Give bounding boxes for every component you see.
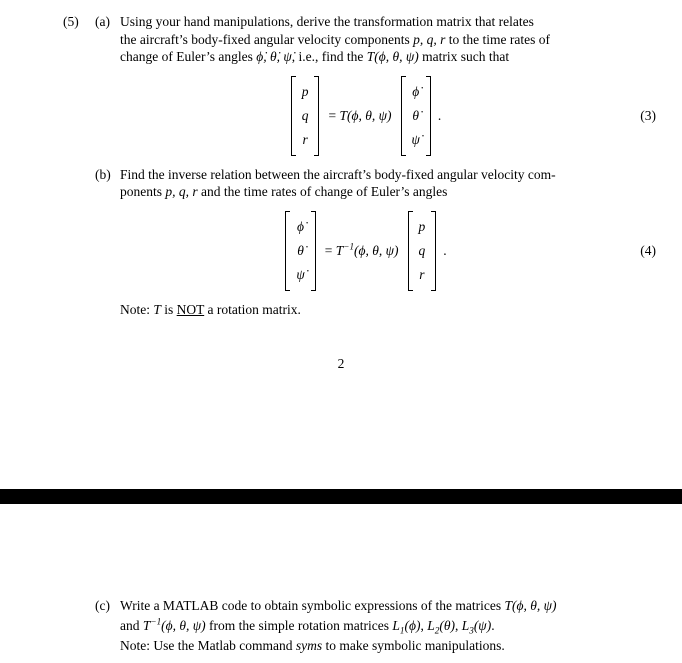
- part-b-text: [120, 166, 682, 201]
- vector-entry: p: [301, 83, 309, 99]
- part-a-text: [120, 13, 682, 66]
- note-text: Note: T is NOT a rotation matrix.: [120, 301, 301, 317]
- bracket-right-icon: [311, 211, 316, 291]
- bracket-right-icon: [426, 76, 431, 156]
- vector-entries: [406, 76, 426, 156]
- text-line: the aircraft’s body-fixed angular velocity components p, q, r to the time rates of: [120, 31, 551, 47]
- relation-expression: = $T^{-1}(\phi$, θ, ψ): [324, 241, 399, 258]
- text-line: and $T^{-1}(\phi$, θ, ψ) from the simple rotation matrices $L_1(\phi)$, $L_2(\theta)$, $L_3(\psi)$.: [120, 616, 495, 636]
- vector-euler-rates: [285, 211, 315, 291]
- vector-entry: r: [419, 266, 425, 282]
- part-b-label: (b): [95, 166, 111, 182]
- relation-expression: = T(ϕ, θ, ψ): [328, 107, 392, 123]
- part-c: [95, 596, 557, 656]
- part-c-text: [120, 596, 557, 656]
- equation-4: [120, 211, 656, 291]
- text-line: Write a MATLAB code to obtain symbolic expressions of the matrices T(ϕ, θ, ψ): [120, 598, 557, 613]
- text-line: ponents p, q, r and the time rates of change of Euler’s angles: [120, 184, 448, 199]
- part-b: [0, 166, 682, 201]
- bracket-right-icon: [431, 211, 436, 291]
- vector-entry: θ̇: [412, 107, 420, 123]
- text-line: Note: Use the Matlab command syms to make symbolic manipulations.: [120, 638, 505, 653]
- part-a: [0, 13, 682, 66]
- vector-entries: [290, 211, 310, 291]
- equation-number: (4): [640, 242, 656, 258]
- problem-number: (5): [63, 14, 79, 29]
- page-number: 2: [337, 356, 345, 371]
- part-a-label: (a): [95, 14, 110, 29]
- vector-entry: ϕ̇: [297, 218, 305, 234]
- problem-5: [0, 13, 682, 318]
- text-line: Using your hand manipulations, derive the transformation matrix that relates: [120, 14, 534, 29]
- vector-euler-rates: [401, 76, 431, 156]
- equation-period: .: [443, 242, 447, 258]
- text-line: change of Euler’s angles ϕ̇, θ̇, ψ̇, i.e., find the T(ϕ, θ, ψ) matrix such that: [120, 49, 510, 64]
- vector-entry: ψ̇: [296, 266, 305, 282]
- vector-pqr: [291, 76, 320, 156]
- vector-entry: ψ̇: [411, 131, 420, 147]
- text-line: Find the inverse relation between the aircraft’s body-fixed angular velocity com-: [120, 166, 556, 182]
- part-c-label: (c): [95, 598, 110, 613]
- page-separator-bar: [0, 489, 682, 504]
- vector-entry: θ̇: [297, 242, 304, 258]
- vector-entries: [296, 76, 315, 156]
- vector-entry: q: [301, 107, 309, 123]
- bracket-right-icon: [314, 76, 319, 156]
- equation-3: [120, 76, 656, 156]
- vector-entry: p: [418, 218, 426, 234]
- vector-entry: r: [302, 131, 308, 147]
- equation-number: (3): [640, 107, 656, 123]
- equation-period: .: [437, 107, 442, 123]
- vector-entries: [413, 211, 432, 291]
- vector-pqr: [408, 211, 437, 291]
- vector-entry: q: [418, 242, 426, 258]
- vector-entry: ϕ̇: [412, 83, 420, 99]
